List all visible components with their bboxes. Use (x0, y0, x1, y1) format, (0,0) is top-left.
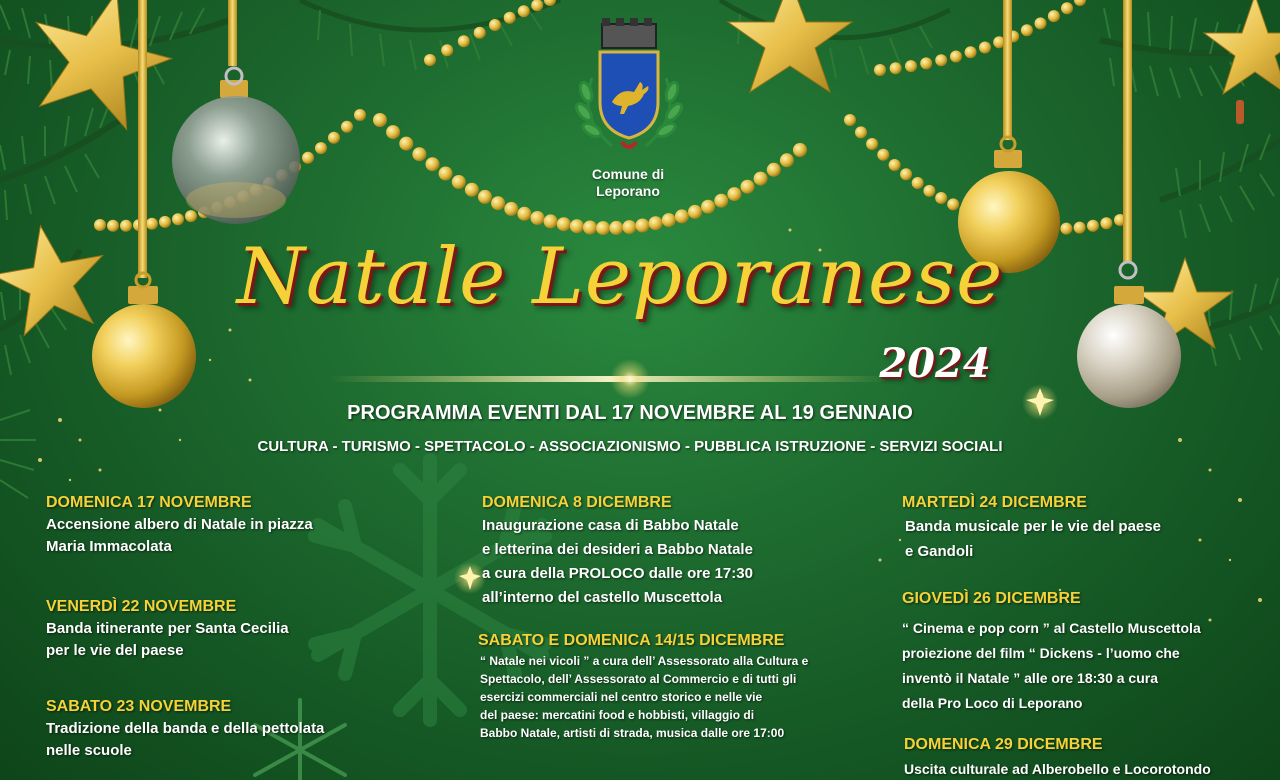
event-date: DOMENICA 17 NOVEMBRE (46, 494, 252, 511)
bead (386, 125, 400, 139)
bead (1061, 2, 1073, 14)
bead (107, 220, 119, 232)
bead (1060, 223, 1072, 235)
event-date: GIOVEDÌ 26 DICEMBRE (902, 590, 1081, 607)
bead (1048, 10, 1060, 22)
event-date: SABATO 23 NOVEMBRE (46, 698, 232, 715)
event-item (904, 734, 1244, 780)
bead (923, 185, 935, 197)
event-line: a cura della PROLOCO dalle ore 17:30 (482, 565, 753, 582)
bead (159, 216, 171, 228)
bead (979, 42, 991, 54)
bead (458, 35, 470, 47)
gold-star-top-right (1204, 0, 1280, 94)
event-item (902, 492, 1242, 564)
poster-title: Natale Leporanese (236, 232, 1004, 322)
event-description (902, 514, 1242, 564)
bead (866, 138, 878, 150)
event-date: DOMENICA 8 DICEMBRE (482, 494, 672, 511)
bead (780, 153, 794, 167)
crest-label-line2: Leporano (596, 183, 660, 199)
bead (905, 60, 917, 72)
bead (424, 54, 436, 66)
bead (315, 142, 327, 154)
bead (741, 180, 755, 194)
bead (900, 168, 912, 180)
bead (714, 194, 728, 208)
event-item (478, 630, 818, 742)
event-date: SABATO E DOMENICA 14/15 DICEMBRE (478, 632, 785, 649)
bead (504, 12, 516, 24)
bead (474, 27, 486, 39)
event-line: Inaugurazione casa di Babbo Natale (482, 517, 739, 534)
event-line: e letterina dei desideri a Babbo Natale (482, 541, 753, 558)
bead (1074, 222, 1086, 234)
bead (727, 187, 741, 201)
bead (491, 196, 505, 210)
event-item (46, 696, 426, 762)
bead (1021, 24, 1033, 36)
event-line: nelle scuole (46, 742, 132, 759)
bead (935, 192, 947, 204)
bead (890, 62, 902, 74)
event-item (46, 596, 426, 662)
bead (912, 177, 924, 189)
bead (517, 207, 531, 221)
event-date: VENERDÌ 22 NOVEMBRE (46, 598, 237, 615)
event-line: Uscita culturale ad Alberobello e Locorotondo (904, 761, 1211, 777)
silver-ornament (1077, 262, 1181, 408)
bead (489, 19, 501, 31)
bead (465, 183, 479, 197)
event-line: “ Natale nei vicoli ” a cura dell’ Assessorato alla Cultura e (480, 654, 809, 668)
bead (793, 143, 807, 157)
bead (328, 132, 340, 144)
bead (426, 157, 440, 171)
program-subtitle: PROGRAMMA EVENTI DAL 17 NOVEMBRE AL 19 GENNAIO (347, 402, 913, 424)
bead (767, 163, 781, 177)
event-line: Banda itinerante per Santa Cecilia (46, 620, 289, 637)
bead (1100, 217, 1112, 229)
event-description (482, 514, 812, 610)
bead (441, 44, 453, 56)
event-description (904, 756, 1244, 780)
bead (518, 5, 530, 17)
event-line: Accensione albero di Natale in piazza (46, 516, 313, 533)
bead (877, 149, 889, 161)
bead (439, 167, 453, 181)
bead (412, 147, 426, 161)
event-description (478, 652, 818, 742)
bead (354, 109, 366, 121)
event-line: Maria Immacolata (46, 538, 172, 555)
bead (452, 175, 466, 189)
event-line: all’interno del castello Muscettola (482, 589, 723, 606)
poster-year: 2024 (879, 340, 991, 387)
bead (947, 198, 959, 210)
event-line: del paese: mercatini food e hobbisti, villaggio di (480, 708, 755, 722)
categories-line: CULTURA - TURISMO - SPETTACOLO - ASSOCIAZIONISMO - PUBBLICA ISTRUZIONE - SERVIZI SOCIALI (257, 438, 1003, 455)
bead (399, 137, 413, 151)
event-item (902, 588, 1242, 716)
crest-label-line1: Comune di (591, 166, 665, 182)
event-item (482, 492, 812, 610)
bead (701, 200, 715, 214)
bead (1087, 220, 1099, 232)
bead (950, 51, 962, 63)
event-line: esercizi commerciali nel centro storico e nelle vie (480, 690, 763, 704)
bead (874, 64, 886, 76)
bead (302, 152, 314, 164)
event-date: DOMENICA 29 DICEMBRE (904, 736, 1103, 753)
bead (1035, 17, 1047, 29)
bead (504, 202, 518, 216)
bead (146, 218, 158, 230)
event-line: e Gandoli (905, 543, 974, 560)
bead (373, 113, 387, 127)
event-line: Spettacolo, dell’ Assessorato al Commercio e di tutti gli (480, 672, 797, 686)
event-date: MARTEDÌ 24 DICEMBRE (902, 494, 1087, 511)
event-item (46, 492, 426, 558)
event-line: per le vie del paese (46, 642, 184, 659)
glass-ornament (172, 68, 300, 224)
gold-ornament-left (92, 273, 196, 408)
bead (341, 121, 353, 133)
event-description (46, 618, 426, 662)
bead (754, 172, 768, 186)
bead (94, 219, 106, 231)
event-description (902, 610, 1242, 716)
event-description (46, 718, 426, 762)
event-line: Babbo Natale, artisti di strada, musica dalle ore 17:00 (480, 726, 785, 740)
event-line: Banda musicale per le vie del paese (905, 518, 1161, 535)
event-line: Tradizione della banda e della pettolata (46, 720, 325, 737)
event-line: inventò il Natale ” alle ore 18:30 a cura (902, 670, 1158, 686)
bead (855, 126, 867, 138)
bead (120, 220, 132, 232)
bead (185, 210, 197, 222)
bead (965, 46, 977, 58)
bead (889, 159, 901, 171)
bead (172, 213, 184, 225)
event-line: della Pro Loco di Leporano (902, 695, 1083, 711)
event-line: “ Cinema e pop corn ” al Castello Muscettola (902, 620, 1201, 636)
bead (935, 54, 947, 66)
bead (688, 205, 702, 219)
small-logo-mark (1234, 100, 1246, 124)
bead (1074, 0, 1086, 6)
crest-label (560, 166, 696, 200)
bead (844, 114, 856, 126)
bead (920, 57, 932, 69)
event-description (46, 514, 426, 558)
municipal-crest (572, 18, 686, 158)
bead (478, 190, 492, 204)
event-line: proiezione del film “ Dickens - l’uomo che (902, 645, 1180, 661)
